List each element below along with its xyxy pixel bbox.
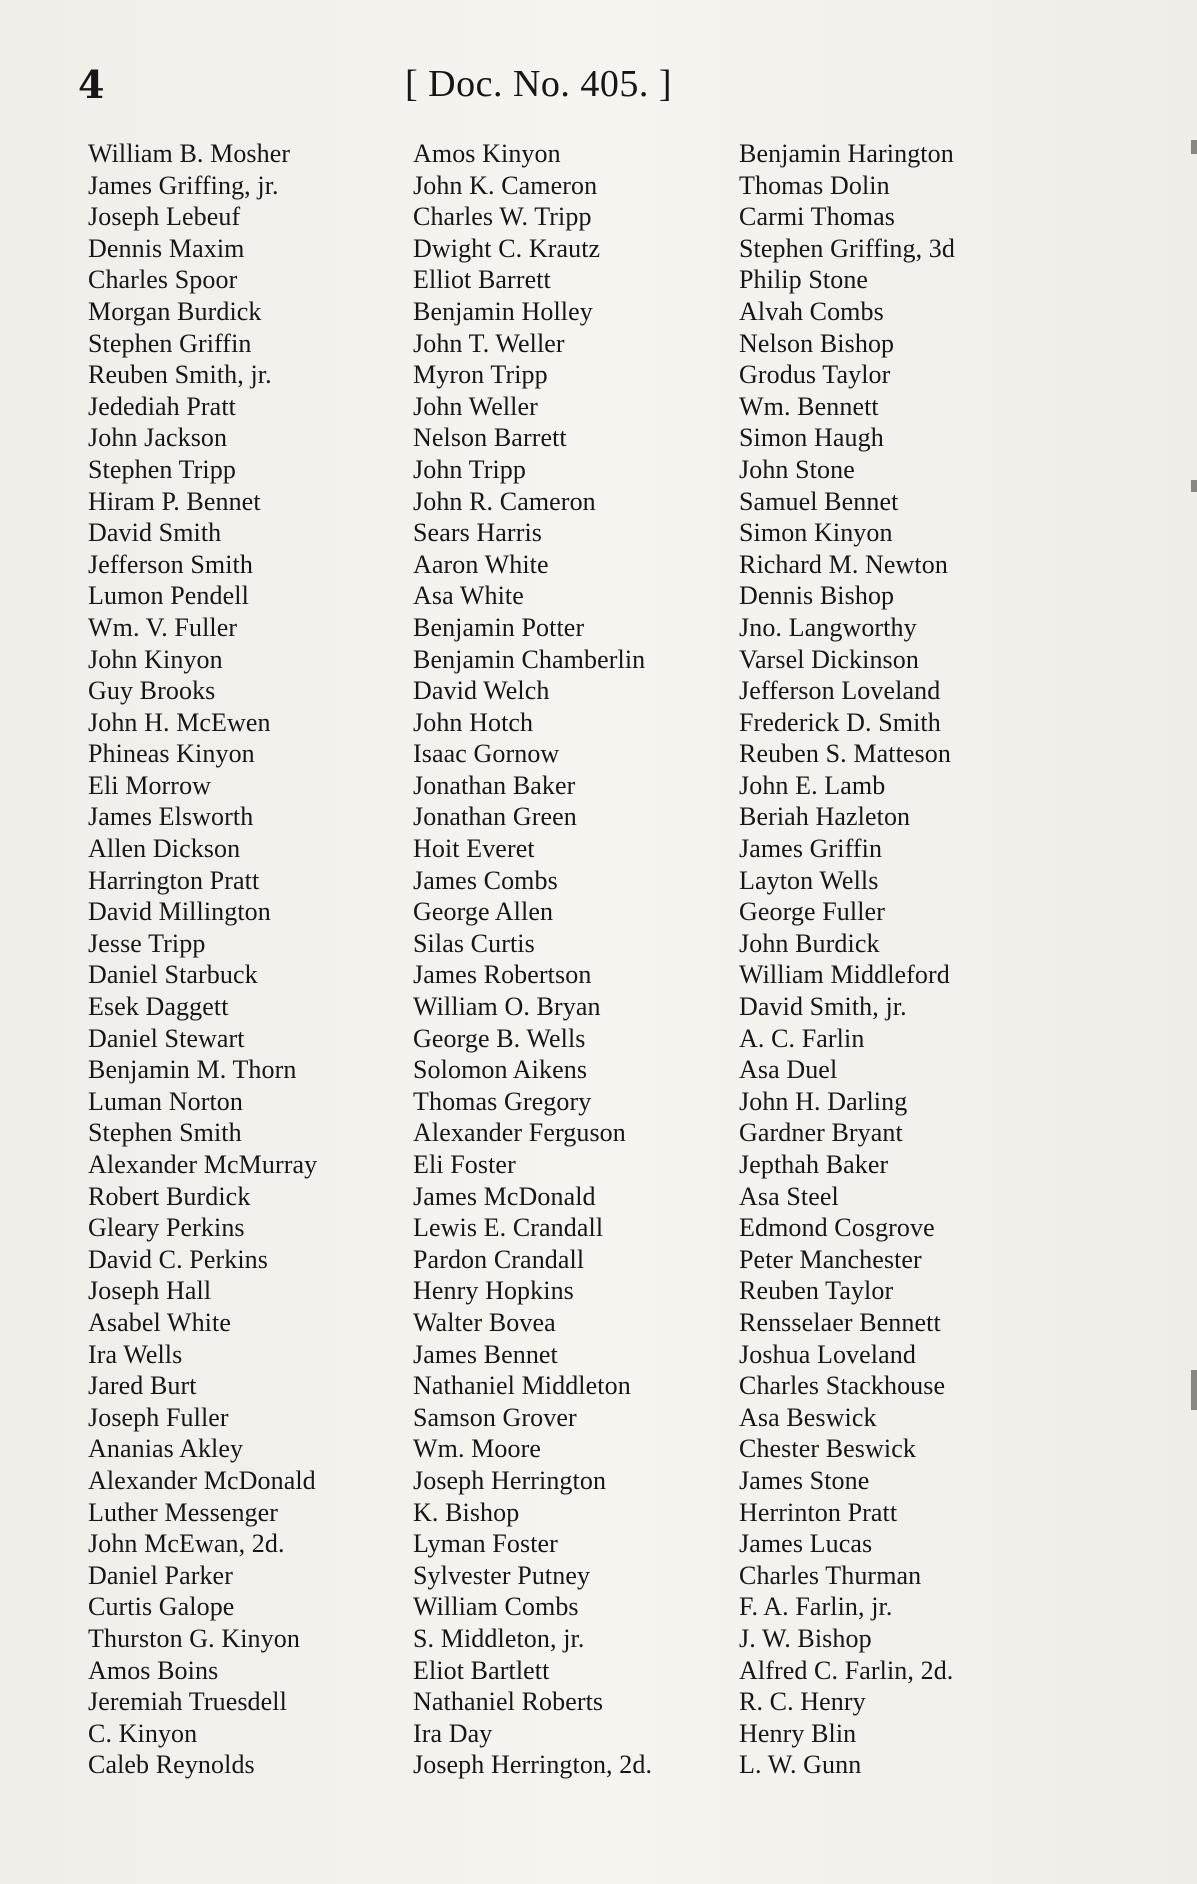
name-entry: Lyman Foster <box>413 1529 558 1559</box>
name-entry: Reuben S. Matteson <box>739 739 951 769</box>
name-entry: Lumon Pendell <box>88 581 249 611</box>
name-entry: Asa Duel <box>739 1055 838 1085</box>
name-entry: Guy Brooks <box>88 676 216 706</box>
name-entry: Gleary Perkins <box>88 1213 245 1243</box>
name-entry: James Griffin <box>739 834 883 864</box>
name-entry: Thomas Gregory <box>413 1086 592 1116</box>
name-entry: Isaac Gornow <box>413 739 560 769</box>
name-entry: Dwight C. Krautz <box>413 233 601 263</box>
name-entry: Wm. Bennett <box>739 391 879 421</box>
name-entry: Joshua Loveland <box>739 1339 916 1369</box>
name-entry: Jonathan Green <box>413 802 577 832</box>
name-entry: Ira Wells <box>88 1339 183 1369</box>
name-entry: Silas Curtis <box>413 928 535 958</box>
name-entry: Reuben Taylor <box>739 1276 894 1306</box>
name-entry: Myron Tripp <box>413 360 548 390</box>
name-entry: Daniel Parker <box>88 1560 233 1590</box>
name-entry: Jefferson Loveland <box>739 676 941 706</box>
name-entry: John H. Darling <box>739 1086 908 1116</box>
name-entry: Jared Burt <box>88 1371 197 1401</box>
name-entry: Chester Beswick <box>739 1434 916 1464</box>
name-entry: Harrington Pratt <box>88 865 260 895</box>
name-entry: Elliot Barrett <box>413 265 551 295</box>
name-entry: John McEwan, 2d. <box>88 1529 285 1559</box>
name-entry: Daniel Stewart <box>88 1023 245 1053</box>
name-entry: John K. Cameron <box>413 170 598 200</box>
name-entry: James McDonald <box>413 1181 596 1211</box>
name-entry: Charles Stackhouse <box>739 1371 946 1401</box>
name-entry: Alvah Combs <box>739 296 884 326</box>
name-entry: James Bennet <box>413 1339 558 1369</box>
name-column-2 <box>413 138 652 1781</box>
name-entry: Morgan Burdick <box>88 296 262 326</box>
name-entry: James Elsworth <box>88 802 254 832</box>
name-entry: Stephen Tripp <box>88 454 236 484</box>
name-entry: Eli Foster <box>413 1150 516 1179</box>
page-edge-mark <box>1191 1370 1197 1410</box>
name-entry: Dennis Maxim <box>88 233 245 263</box>
name-entry: Jedediah Pratt <box>88 391 236 421</box>
name-entry: Peter Manchester <box>739 1244 922 1274</box>
name-entry: Philip Stone <box>739 265 869 295</box>
name-entry: Hoit Everet <box>413 834 535 864</box>
name-entry: John H. McEwen <box>88 707 271 737</box>
name-entry: Joseph Fuller <box>88 1402 229 1432</box>
name-entry: John Weller <box>413 391 538 421</box>
name-entry: William Middleford <box>739 960 950 990</box>
name-entry: Benjamin Harington <box>739 139 954 168</box>
name-entry: John Burdick <box>739 928 880 958</box>
name-entry: Nathaniel Roberts <box>413 1687 604 1717</box>
name-entry: Benjamin Potter <box>413 612 585 642</box>
name-entry: Allen Dickson <box>88 834 241 864</box>
name-entry: Benjamin Holley <box>413 296 593 326</box>
name-entry: C. Kinyon <box>88 1718 198 1748</box>
name-entry: John E. Lamb <box>739 770 886 800</box>
name-entry: Carmi Thomas <box>739 202 895 232</box>
name-entry: Stephen Smith <box>88 1118 242 1148</box>
name-entry: James Lucas <box>739 1529 873 1559</box>
name-entry: John Kinyon <box>88 644 223 674</box>
name-entry: Henry Blin <box>739 1718 857 1748</box>
name-entry: Edmond Cosgrove <box>739 1213 935 1243</box>
page-number: 4 <box>78 62 105 107</box>
name-entry: Amos Boins <box>88 1655 219 1685</box>
name-entry: Wm. V. Fuller <box>88 612 238 642</box>
name-entry: Stephen Griffin <box>88 328 252 358</box>
name-entry: Nelson Bishop <box>739 328 895 358</box>
name-entry: Benjamin M. Thorn <box>88 1055 297 1085</box>
name-entry: Samson Grover <box>413 1402 577 1432</box>
name-entry: David Smith, jr. <box>739 992 907 1022</box>
name-entry: William O. Bryan <box>413 992 601 1022</box>
name-entry: Hiram P. Bennet <box>88 486 261 516</box>
name-entry: Nelson Barrett <box>413 423 567 453</box>
name-entry: K. Bishop <box>413 1497 520 1527</box>
page-header <box>0 62 1197 122</box>
name-entry: J. W. Bishop <box>739 1623 872 1653</box>
name-entry: Asabel White <box>88 1307 231 1337</box>
name-entry: George B. Wells <box>413 1023 586 1053</box>
name-entry: David Millington <box>88 897 271 927</box>
name-entry: Charles Thurman <box>739 1560 922 1590</box>
name-entry: Esek Daggett <box>88 992 229 1022</box>
name-entry: George Fuller <box>739 897 885 927</box>
name-entry: Robert Burdick <box>88 1181 251 1211</box>
name-entry: Henry Hopkins <box>413 1276 574 1306</box>
name-entry: Phineas Kinyon <box>88 739 255 769</box>
name-entry: Sylvester Putney <box>413 1560 591 1590</box>
name-entry: Rensselaer Bennett <box>739 1307 941 1337</box>
name-entry: James Stone <box>739 1465 870 1495</box>
name-entry: Thomas Dolin <box>739 170 890 200</box>
name-entry: Charles Spoor <box>88 265 238 295</box>
name-entry: Samuel Bennet <box>739 486 899 516</box>
name-entry: R. C. Henry <box>739 1687 866 1717</box>
name-entry: L. W. Gunn <box>739 1750 862 1780</box>
name-entry: Aaron White <box>413 549 549 579</box>
name-entry: Solomon Aikens <box>413 1055 588 1085</box>
name-entry: Alexander McDonald <box>88 1465 316 1495</box>
name-entry: Jefferson Smith <box>88 549 253 579</box>
name-entry: Amos Kinyon <box>413 139 561 168</box>
name-entry: David Welch <box>413 676 550 706</box>
name-entry: Benjamin Chamberlin <box>413 644 646 674</box>
name-entry: Stephen Griffing, 3d <box>739 233 955 263</box>
name-entry: Wm. Moore <box>413 1434 541 1464</box>
name-entry: Curtis Galope <box>88 1592 235 1622</box>
name-entry: Layton Wells <box>739 865 879 895</box>
name-entry: David C. Perkins <box>88 1244 268 1274</box>
name-entry: F. A. Farlin, jr. <box>739 1592 893 1622</box>
name-entry: A. C. Farlin <box>739 1023 865 1053</box>
name-entry: Richard M. Newton <box>739 549 948 579</box>
name-entry: Frederick D. Smith <box>739 707 941 737</box>
name-entry: Joseph Herrington, 2d. <box>413 1750 653 1780</box>
name-entry: Walter Bovea <box>413 1307 556 1337</box>
name-entry: John T. Weller <box>413 328 565 358</box>
name-entry: Asa Steel <box>739 1181 839 1211</box>
name-entry: Eli Morrow <box>88 770 212 800</box>
name-entry: Beriah Hazleton <box>739 802 911 832</box>
name-entry: Daniel Starbuck <box>88 960 258 990</box>
name-column-3 <box>739 138 955 1781</box>
name-entry: Pardon Crandall <box>413 1244 585 1274</box>
name-entry: Jno. Langworthy <box>739 612 917 642</box>
name-entry: William B. Mosher <box>88 139 291 168</box>
name-entry: Eliot Bartlett <box>413 1655 550 1685</box>
name-entry: David Smith <box>88 518 222 548</box>
name-entry: Charles W. Tripp <box>413 202 592 232</box>
running-title: [ Doc. No. 405. ] <box>405 63 673 105</box>
name-entry: Asa White <box>413 581 524 611</box>
name-entry: Dennis Bishop <box>739 581 895 611</box>
name-entry: S. Middleton, jr. <box>413 1623 585 1653</box>
name-entry: John Tripp <box>413 454 526 484</box>
name-entry: Luman Norton <box>88 1086 244 1116</box>
name-column-1 <box>88 138 317 1781</box>
name-entry: Luther Messenger <box>88 1497 279 1527</box>
name-entry: Sears Harris <box>413 518 542 548</box>
name-entry: Thurston G. Kinyon <box>88 1623 300 1653</box>
name-entry: Simon Haugh <box>739 423 884 453</box>
name-entry: James Griffing, jr. <box>88 170 279 200</box>
page-edge-mark <box>1191 480 1197 492</box>
name-entry: John Hotch <box>413 707 534 737</box>
name-entry: Ira Day <box>413 1718 493 1748</box>
name-entry: Alexander McMurray <box>88 1150 318 1179</box>
name-entry: Grodus Taylor <box>739 360 891 390</box>
name-entry: Jesse Tripp <box>88 928 206 958</box>
name-entry: Joseph Herrington <box>413 1465 607 1495</box>
name-entry: Alfred C. Farlin, 2d. <box>739 1655 954 1685</box>
name-entry: Jonathan Baker <box>413 770 576 800</box>
page-edge-mark <box>1191 140 1197 154</box>
name-entry: Nathaniel Middleton <box>413 1371 631 1401</box>
name-entry: Gardner Bryant <box>739 1118 903 1148</box>
name-entry: Joseph Lebeuf <box>88 202 241 232</box>
name-entry: Lewis E. Crandall <box>413 1213 604 1243</box>
name-entry: Reuben Smith, jr. <box>88 360 272 390</box>
name-entry: Joseph Hall <box>88 1276 212 1306</box>
name-entry: Caleb Reynolds <box>88 1750 255 1780</box>
name-entry: Simon Kinyon <box>739 518 893 548</box>
name-entry: John Jackson <box>88 423 228 453</box>
name-entry: Jeremiah Truesdell <box>88 1687 287 1717</box>
name-entry: George Allen <box>413 897 554 927</box>
name-entry: James Robertson <box>413 960 592 990</box>
name-entry: Herrinton Pratt <box>739 1497 898 1527</box>
name-entry: William Combs <box>413 1592 579 1622</box>
name-entry: Jepthah Baker <box>739 1150 889 1179</box>
name-entry: John Stone <box>739 454 855 484</box>
name-entry: Alexander Ferguson <box>413 1118 626 1148</box>
name-entry: John R. Cameron <box>413 486 596 516</box>
name-entry: Ananias Akley <box>88 1434 244 1464</box>
name-entry: James Combs <box>413 865 558 895</box>
name-entry: Asa Beswick <box>739 1402 877 1432</box>
name-entry: Varsel Dickinson <box>739 644 919 674</box>
